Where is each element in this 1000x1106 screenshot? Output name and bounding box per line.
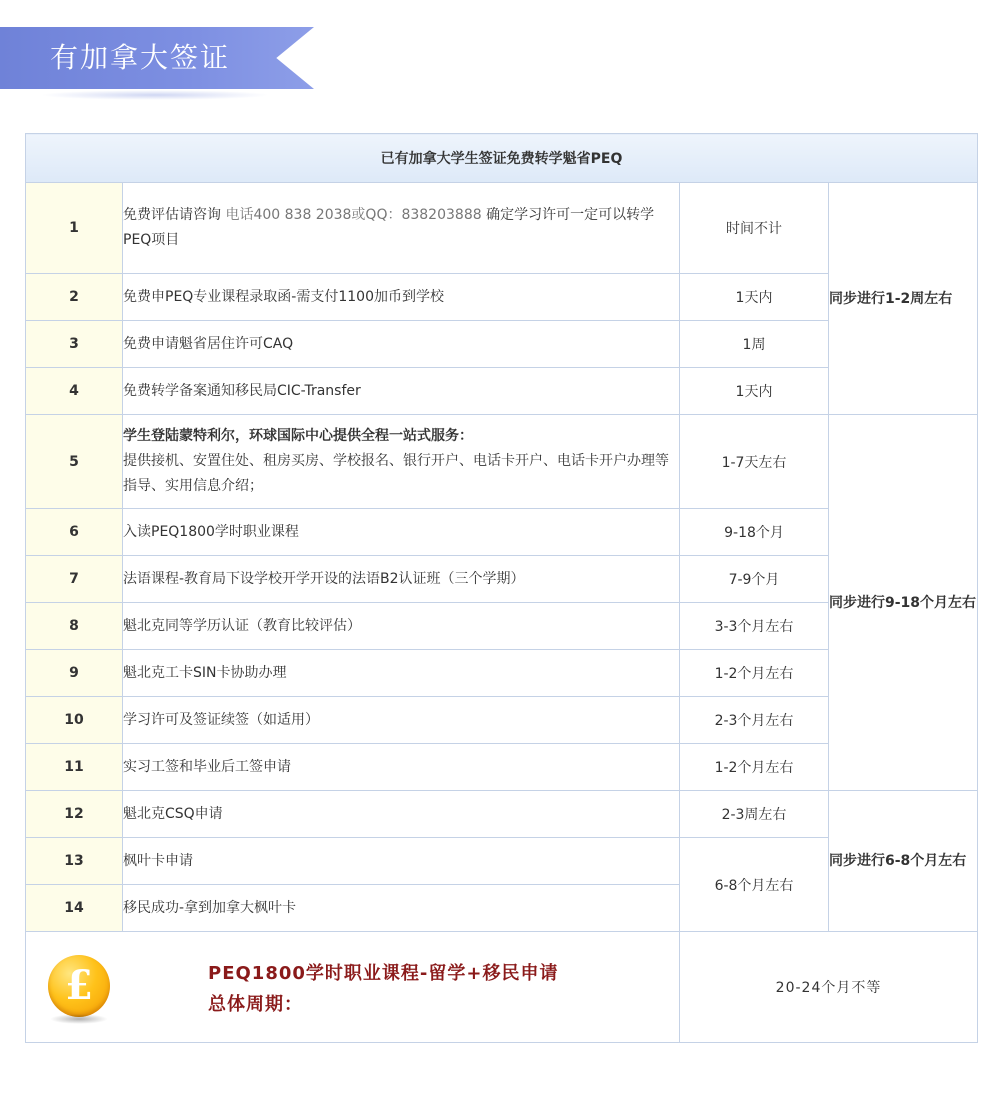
step-duration: 2-3个月左右 — [680, 697, 829, 744]
sync-group-2: 同步进行9-18个月左右 — [829, 415, 978, 791]
step-duration: 7-9个月 — [680, 556, 829, 603]
step-desc-main: 免费评估请咨询 — [123, 207, 221, 223]
table-header: 已有加拿大学生签证免费转学魁省PEQ — [26, 134, 978, 183]
step-duration: 3-3个月左右 — [680, 603, 829, 650]
table-row — [26, 415, 978, 509]
step-number: 9 — [26, 650, 123, 697]
step-description: 免费转学备案通知移民局CIC-Transfer — [123, 368, 680, 415]
step-number: 4 — [26, 368, 123, 415]
step-desc-detail: 提供接机、安置住处、租房买房、学校报名、银行开户、电话卡开户、电话卡开户办理等指导、实用信息介绍； — [123, 453, 669, 494]
pound-coin-icon: £ — [48, 955, 110, 1017]
total-duration: 20-24个月不等 — [680, 932, 978, 1043]
step-number: 8 — [26, 603, 123, 650]
step-duration: 9-18个月 — [680, 509, 829, 556]
step-description: 学习许可及签证续签（如适用） — [123, 697, 680, 744]
step-description — [123, 415, 680, 509]
summary-line-1: PEQ1800学时职业课程-留学+移民申请 — [208, 963, 559, 984]
step-duration: 1-7天左右 — [680, 415, 829, 509]
step-description: 枫叶卡申请 — [123, 838, 680, 885]
step-description: 免费申请魁省居住许可CAQ — [123, 321, 680, 368]
step-number: 3 — [26, 321, 123, 368]
coin-shadow — [50, 1014, 108, 1024]
step-description: 魁北克CSQ申请 — [123, 791, 680, 838]
step-number: 2 — [26, 274, 123, 321]
step-desc-bold: 学生登陆蒙特利尔，环球国际中心提供全程一站式服务： — [123, 428, 473, 444]
summary-line-2: 总体周期： — [208, 994, 303, 1015]
step-number: 14 — [26, 885, 123, 932]
banner-shadow — [40, 90, 270, 100]
step-duration: 1天内 — [680, 274, 829, 321]
sync-group-1: 同步进行1-2周左右 — [829, 183, 978, 415]
step-number: 10 — [26, 697, 123, 744]
step-desc-contact: 电话400 838 2038或QQ：838203888 — [225, 207, 482, 223]
step-description: 魁北克同等学历认证（教育比较评估） — [123, 603, 680, 650]
step-duration: 1-2个月左右 — [680, 650, 829, 697]
step-number: 11 — [26, 744, 123, 791]
step-number: 12 — [26, 791, 123, 838]
step-duration: 1-2个月左右 — [680, 744, 829, 791]
step-number: 5 — [26, 415, 123, 509]
step-duration: 6-8个月左右 — [680, 838, 829, 932]
step-description — [123, 183, 680, 274]
step-number: 1 — [26, 183, 123, 274]
step-number: 7 — [26, 556, 123, 603]
table-row — [26, 791, 978, 838]
step-number: 13 — [26, 838, 123, 885]
table-row — [26, 183, 978, 274]
step-duration: 1周 — [680, 321, 829, 368]
sync-group-3: 同步进行6-8个月左右 — [829, 791, 978, 932]
step-description: 移民成功-拿到加拿大枫叶卡 — [123, 885, 680, 932]
step-number: 6 — [26, 509, 123, 556]
banner-title: 有加拿大签证 — [50, 41, 231, 74]
peq-process-table — [25, 133, 978, 1043]
step-desc-rest: 确定学习许可一定可以转学PEQ项目 — [123, 207, 655, 248]
summary-text — [208, 958, 558, 1020]
step-description: 免费申PEQ专业课程录取函-需支付1100加币到学校 — [123, 274, 680, 321]
step-description: 入读PEQ1800学时职业课程 — [123, 509, 680, 556]
step-description: 魁北克工卡SIN卡协助办理 — [123, 650, 680, 697]
step-description: 法语课程-教育局下设学校开学开设的法语B2认证班（三个学期） — [123, 556, 680, 603]
step-duration: 2-3周左右 — [680, 791, 829, 838]
step-duration: 时间不计 — [680, 183, 829, 274]
step-duration: 1天内 — [680, 368, 829, 415]
step-description: 实习工签和毕业后工签申请 — [123, 744, 680, 791]
